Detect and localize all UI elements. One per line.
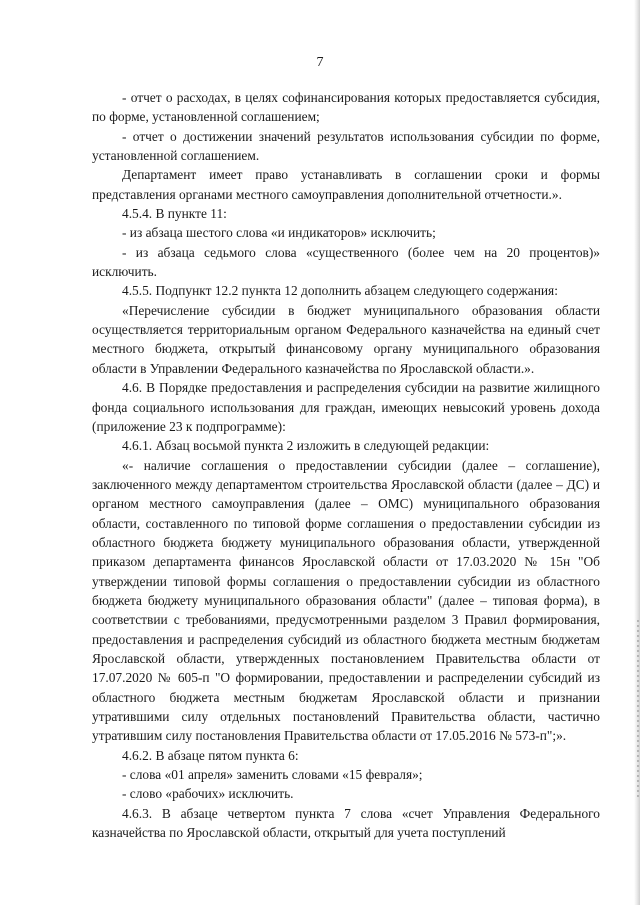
paragraph: 4.5.4. В пункте 11: bbox=[122, 206, 227, 222]
paragraph: - отчет о расходах, в целях софинансирования которых предоставляется субсидия, по форме, установленной соглашением; bbox=[92, 90, 600, 125]
paragraph: «- наличие соглашения о предоставлении субсидии (далее – соглашение), заключенного между департаментом строительства Ярославской области (далее – ДС) и органом местного самоуправления (далее – ОМС) муниципального образования области, составленного по типовой форме соглашения о предоставлении субсидии из областного бюджета бюджету муниципального образования области, утвержденной приказом департамента финансов Ярославской области от 17.03.2020 № 15н "Об утверждении типовой формы соглашения о предоставлении субсидии из областного бюджета бюджету муниципального образования области" (далее – типовая форма), в соответствии с требованиями, предусмотренными разделом 3 Правил формирования, предоставления и распределения субсидий из областного бюджета местным бюджетам Ярославской области, утвержденных постановлением Правительства области от 17.07.2020 № 605-п "О формировании, предоставлении и распределении субсидий из областного бюджета местным бюджетам Ярославской области и признании утратившими силу отдельных постановлений Правительства области, частично утратившим силу постановления Правительства области от 17.05.2016 № 573-п";». bbox=[92, 457, 600, 744]
paragraph: - слово «рабочих» исключить. bbox=[122, 786, 294, 802]
paragraph: - из абзаца шестого слова «и индикаторов» исключить; bbox=[122, 225, 436, 241]
paragraph: - слова «01 апреля» заменить словами «15 февраля»; bbox=[122, 767, 423, 783]
page-number: 7 bbox=[316, 55, 324, 70]
paragraph: - из абзаца седьмого слова «существенного (более чем на 20 процентов)» исключить. bbox=[92, 244, 600, 280]
paragraph: 4.5.5. Подпункт 12.2 пункта 12 дополнить абзацем следующего содержания: bbox=[122, 283, 558, 299]
paragraph: 4.6. В Порядке предоставления и распределения субсидии на развитие жилищного фонда социального использования для граждан, имеющих невысокий уровень дохода (приложение 23 к подпрограмме): bbox=[92, 380, 600, 434]
paragraph: - отчет о достижении значений результатов использования субсидии по форме, установленной соглашением. bbox=[92, 128, 600, 164]
paragraph: 4.6.2. В абзаце пятом пункта 6: bbox=[122, 747, 299, 763]
scan-edge-speckle bbox=[637, 620, 639, 800]
paragraph: 4.6.1. Абзац восьмой пункта 2 изложить в следующей редакции: bbox=[122, 438, 490, 454]
document-body bbox=[92, 88, 600, 842]
paragraph: 4.6.3. В абзаце четвертом пункта 7 слова «счет Управления Федерального казначейства по Ярославской области, открытый для учета поступлений bbox=[92, 805, 600, 841]
paragraph: Департамент имеет право устанавливать в соглашении сроки и формы представления органами местного самоуправления дополнительной отчетности.». bbox=[92, 167, 600, 202]
paragraph: «Перечисление субсидии в бюджет муниципального образования области осуществляется территориальным органом Федерального казначейства на единый счет местного бюджета, открытый финансовому органу муниципального образования области в Управлении Федерального казначейства по Ярославской области.». bbox=[92, 302, 600, 376]
